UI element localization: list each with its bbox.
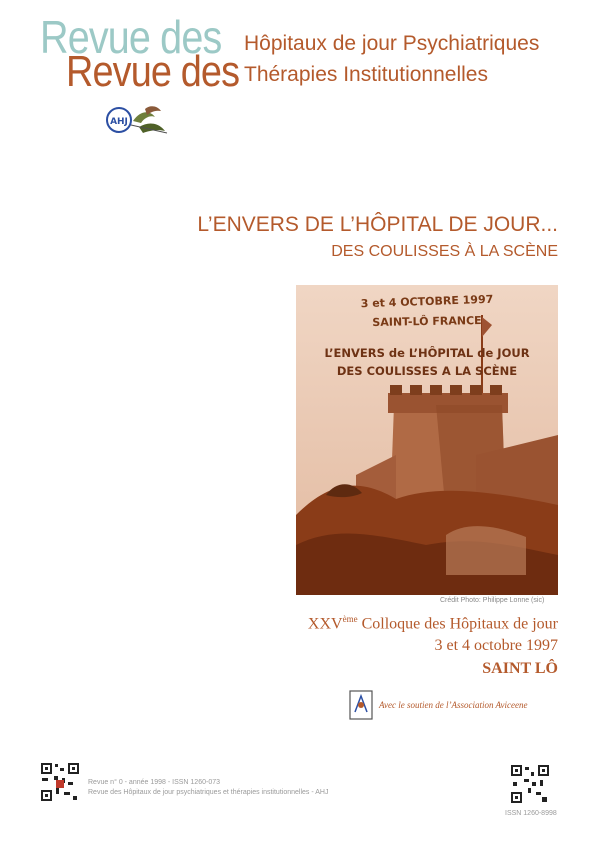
poster-title-1: L’ENVERS de L’HÔPITAL de JOUR: [324, 346, 530, 360]
headline-title: L’ENVERS DE L’HÔPITAL DE JOUR...: [197, 213, 558, 236]
photo-credit: Crédit Photo: Philippe Lonne (sic): [440, 597, 545, 604]
masthead-subtitle-2: Thérapies Institutionnelles: [244, 63, 488, 86]
colloque-title: [308, 614, 558, 633]
cover-photo: [296, 285, 558, 595]
masthead-subtitle-1: Hôpitaux de jour Psychiatriques: [244, 32, 540, 55]
issn-number: ISSN 1260-8998: [505, 810, 557, 817]
poster-date: 3 et 4 OCTOBRE 1997: [360, 292, 494, 311]
support-text: Avec le soutien de l’Association Aviceene: [379, 700, 528, 710]
association-emblem-icon: [349, 690, 373, 720]
masthead-ghost-title: Revue des: [40, 11, 222, 63]
colloque-dates: 3 et 4 octobre 1997: [434, 637, 558, 654]
footer-line-1: Revue n° 0 - année 1998 - ISSN 1260-073: [88, 779, 220, 786]
colloque-place: SAINT LÔ: [482, 660, 558, 677]
colloque-name: Colloque des Hôpitaux de jour: [357, 615, 558, 633]
colloque-number-suffix: ème: [342, 614, 358, 624]
castle-tower-illustration: [296, 285, 558, 595]
qr-code-right-icon: [510, 764, 550, 804]
poster-place: SAINT-LÔ FRANCE: [372, 314, 482, 329]
headline-subtitle: DES COULISSES À LA SCÈNE: [331, 243, 558, 260]
poster-title-2: DES COULISSES A LA SCÈNE: [336, 364, 518, 378]
svg-text:AHJ: AHJ: [110, 117, 128, 127]
association-leaf-logo-icon: [105, 103, 175, 139]
footer-line-2: Revue des Hôpitaux de jour psychiatriques et thérapies institutionnelles - AHJ: [88, 789, 329, 796]
qr-code-left-icon: [40, 762, 80, 802]
colloque-number: XXV: [307, 615, 343, 633]
masthead-title: Revue des: [66, 47, 240, 96]
